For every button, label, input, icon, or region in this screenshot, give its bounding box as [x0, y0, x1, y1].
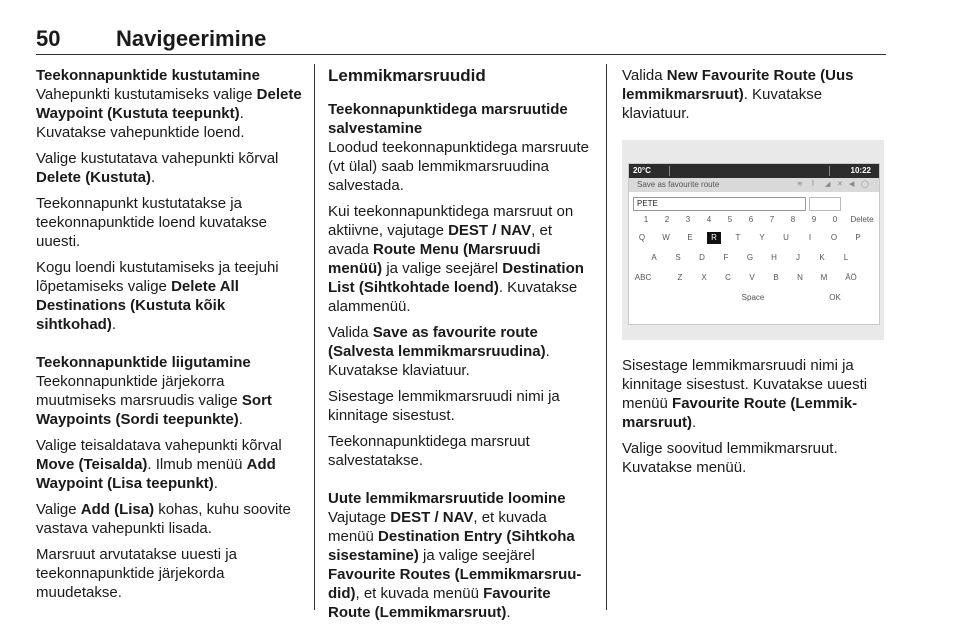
keyboard-key[interactable]: F [723, 253, 729, 262]
keyboard-key[interactable]: 7 [769, 215, 775, 224]
signal-icon: ◢ [825, 181, 831, 188]
keyboard-key[interactable]: X [701, 273, 707, 282]
mute-icon: ✕ [837, 181, 843, 188]
column-1 [36, 66, 302, 609]
paragraph: Teekonnapunktide järjekorra muutmiseks marsruudis valige Sort Waypoints (Sordi teepunkte). [36, 373, 272, 428]
page-number: 50 [36, 26, 61, 51]
chapter-title: Navigeerimine [116, 26, 267, 51]
keyboard-key[interactable]: P [855, 233, 861, 242]
screen-title-bar [629, 178, 879, 192]
keyboard-key[interactable]: G [746, 253, 754, 262]
keyboard-key[interactable]: R [707, 232, 721, 244]
section-heading-create: Uute lemmikmarsruutide loomine [328, 490, 566, 507]
secondary-field[interactable] [809, 197, 841, 211]
keyboard-key[interactable]: Delete [850, 215, 874, 224]
bluetooth-icon: ᛒ [811, 180, 816, 187]
paragraph: Vahepunkti kustutamiseks valige Delete Waypoint (Kustuta teepunkt). Kuvatakse vahepunktide loend. [36, 86, 302, 141]
column-2 [328, 66, 594, 629]
keyboard-key[interactable]: 8 [790, 215, 796, 224]
keyboard-key[interactable]: Z [677, 273, 683, 282]
keyboard-key[interactable]: T [735, 233, 741, 242]
clock: 10:22 [850, 166, 871, 175]
keyboard-key[interactable]: 1 [643, 215, 649, 224]
keyboard-key[interactable]: 9 [811, 215, 817, 224]
paragraph: Valige Add (Lisa) kohas, kuhu soovite vastava vahepunkti lisada. [36, 501, 291, 537]
keyboard-key[interactable]: 6 [748, 215, 754, 224]
keyboard-key[interactable]: 2 [664, 215, 670, 224]
keyboard-key[interactable]: U [783, 233, 789, 242]
volume-icon: ◀ [849, 181, 855, 188]
paragraph: Valige teisaldatava vahepunkti kõrval Move (Teisalda). Ilmub menüü Add Waypoint (Lisa teepunkt). [36, 437, 282, 492]
header-rule [36, 54, 886, 55]
keyboard-key[interactable]: V [749, 273, 755, 282]
paragraph: Valida New Favourite Route (Uus lemmikmarsruut). Kuvatakse klaviatuur. [622, 67, 854, 122]
keyboard-key[interactable]: ABC [634, 273, 652, 282]
keyboard-key[interactable]: Y [759, 233, 765, 242]
page-header [36, 26, 886, 52]
temperature: 20°C [633, 166, 651, 175]
keyboard-screen-figure [622, 140, 884, 340]
paragraph: Loodud teekonnapunktidega marsruute (vt ülal) saab lemmikmarsruudina salvestada. [328, 139, 590, 194]
paragraph: Valige soovitud lemmikmarsruut. Kuvatakse menüü. [622, 440, 838, 476]
keyboard-key[interactable]: A [651, 253, 657, 262]
section-title-favourites: Lemmikmarsruudid [328, 66, 486, 85]
paragraph: Vajutage DEST / NAV, et kuvada menüü Destination Entry (Sihtkoha sisestamine) ja valige seejärel Favourite Routes (Lemmikmarsruu-did), et kuvada menüü Favourite Route (Lemmikmarsruut). [328, 509, 582, 621]
section-heading-move: Teekonnapunktide liigutamine [36, 354, 251, 371]
paragraph: Marsruut arvutatakse uuesti ja teekonnapunktide järjekorda muudetakse. [36, 546, 237, 601]
keyboard-key[interactable]: I [808, 233, 812, 242]
paragraph: Sisestage lemmikmarsruudi nimi ja kinnitage sisestust. Kuvatakse uuesti menüü Favourite Route (Lemmik-marsruut). [622, 357, 868, 431]
keyboard-key[interactable]: ÄÖ [845, 273, 857, 282]
infotainment-screen [628, 163, 880, 325]
keyboard-key[interactable]: O [830, 233, 838, 242]
column-3-lower [622, 356, 888, 484]
keyboard-key[interactable]: E [687, 233, 693, 242]
keyboard-key[interactable]: J [796, 253, 800, 262]
keyboard-key[interactable]: 4 [706, 215, 712, 224]
keyboard-key[interactable]: Space [741, 293, 765, 302]
screen-title: Save as favourite route [637, 180, 720, 189]
column-3 [622, 66, 888, 130]
paragraph: Kui teekonnapunktidega marsruut on aktiivne, vajutage DEST / NAV, et avada Route Menu (Marsruudi menüü) ja valige seejärel Destination List (Sihtkohtade loend). Kuvatakse alammenüü. [328, 203, 584, 315]
favourite-name-input[interactable]: PETE [633, 197, 806, 211]
keyboard-key[interactable]: B [773, 273, 779, 282]
paragraph: Valige kustutatava vahepunkti kõrval Delete (Kustuta). [36, 150, 279, 186]
keyboard-key[interactable]: K [819, 253, 825, 262]
section-heading-save: Teekonnapunktidega marsruutide salvestamine [328, 101, 568, 137]
column-divider-2 [606, 64, 607, 610]
keyboard-key[interactable]: C [725, 273, 731, 282]
keyboard-key[interactable]: 0 [832, 215, 838, 224]
paragraph: Valida Save as favourite route (Salvesta lemmikmarsruudina). Kuvatakse klaviatuur. [328, 324, 550, 379]
column-divider-1 [314, 64, 315, 610]
status-bar [629, 164, 879, 178]
paragraph: Teekonnapunktidega marsruut salvestatakse. [328, 433, 530, 469]
paragraph: Kogu loendi kustutamiseks ja teejuhi lõpetamiseks valige Delete All Destinations (Kustuta kõik sihtkohad). [36, 259, 279, 333]
keyboard-key[interactable]: D [699, 253, 705, 262]
wifi-icon: ≋ [797, 181, 803, 188]
keyboard-key[interactable]: H [771, 253, 777, 262]
keyboard-key[interactable]: Q [638, 233, 646, 242]
paragraph: Sisestage lemmikmarsruudi nimi ja kinnitage sisestust. [328, 388, 560, 424]
keyboard-key[interactable]: L [843, 253, 849, 262]
paragraph: Teekonnapunkt kustutatakse ja teekonnapunktide loend kuvatakse uuesti. [36, 195, 268, 250]
keyboard-key[interactable]: OK [829, 293, 841, 302]
keyboard-key[interactable]: M [820, 273, 828, 282]
section-heading-delete: Teekonnapunktide kustutamine [36, 67, 260, 84]
keyboard-key[interactable]: W [662, 233, 670, 242]
info-icon: ◯ [861, 181, 869, 188]
keyboard-key[interactable]: S [675, 253, 681, 262]
keyboard-key[interactable]: 3 [685, 215, 691, 224]
keyboard-key[interactable]: N [797, 273, 803, 282]
keyboard-key[interactable]: 5 [727, 215, 733, 224]
